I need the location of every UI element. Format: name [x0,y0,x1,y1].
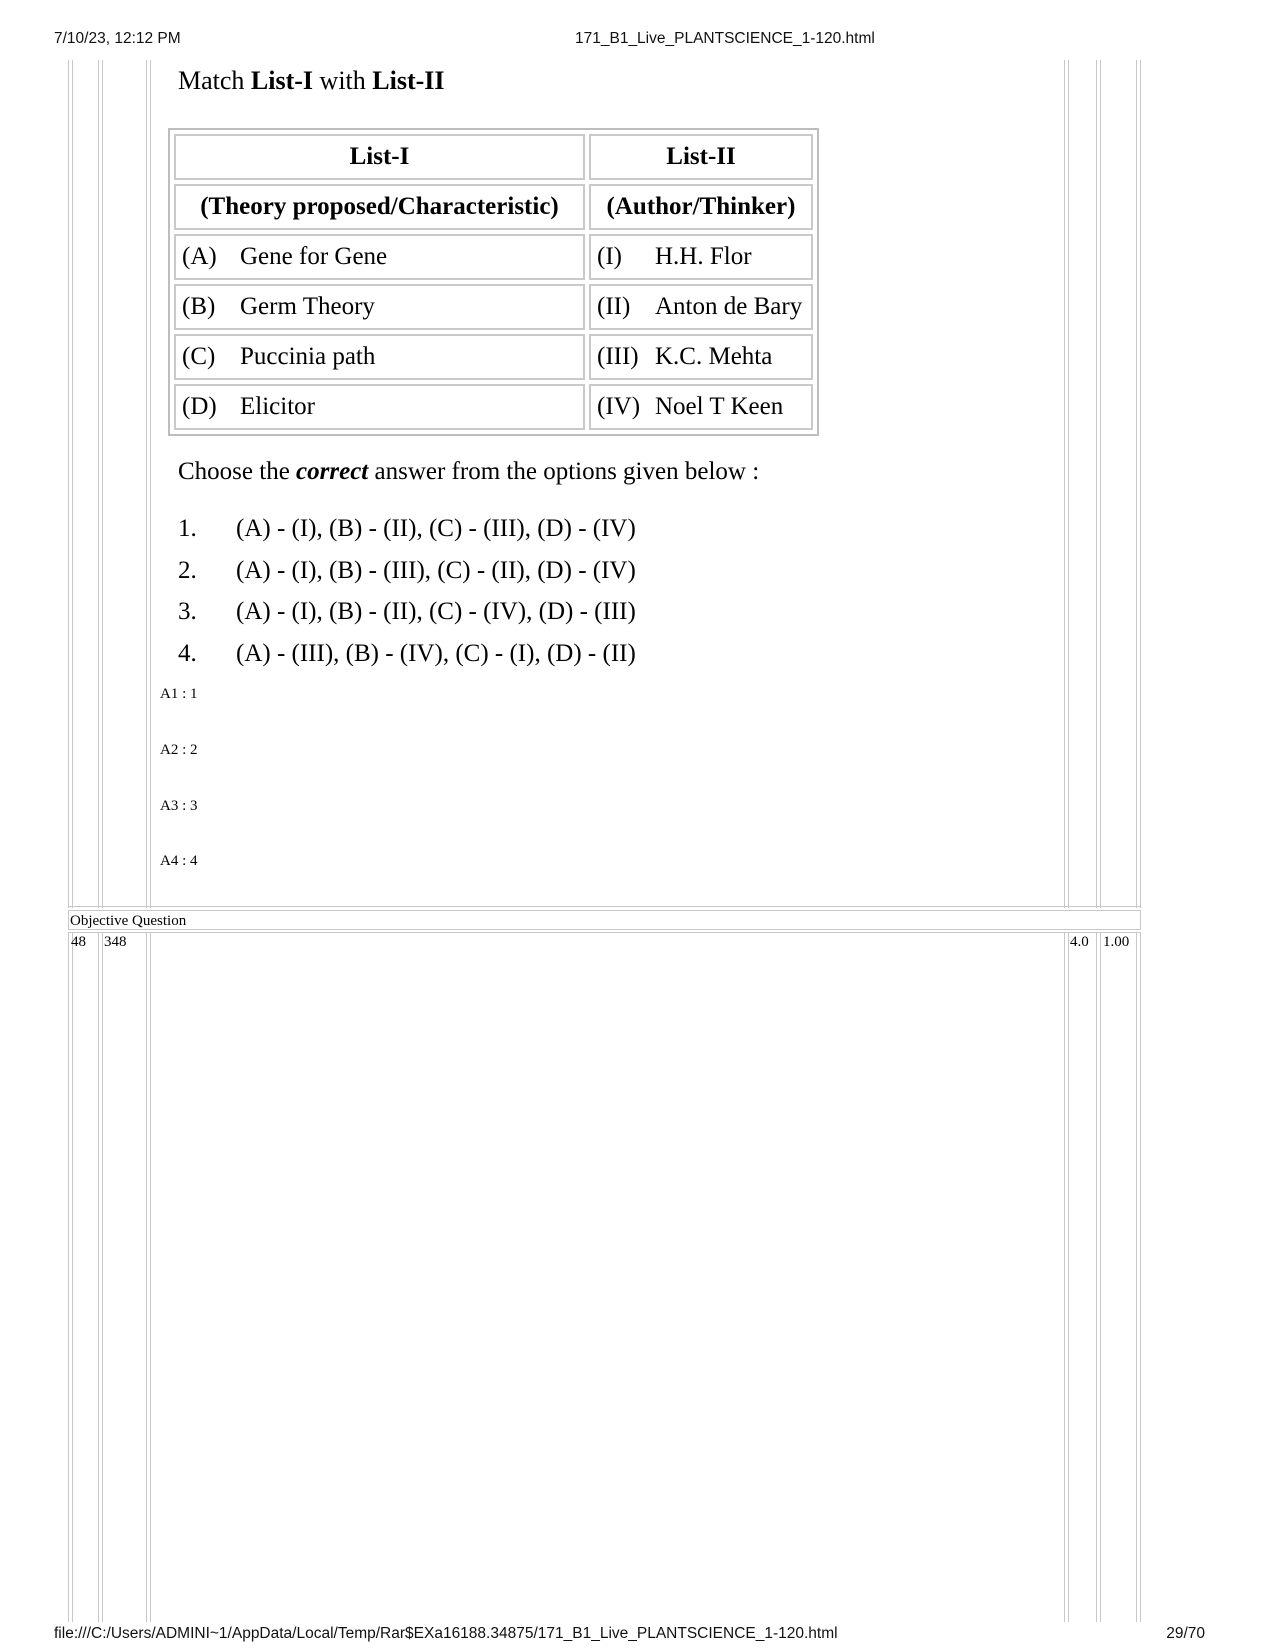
list1-subheader: (Theory proposed/Characteristic) [174,184,585,230]
table-row: (B) Germ Theory (II) Anton de Bary [174,284,813,330]
answer-key-3: A3 : 3 [160,798,198,814]
table-subheader-row [174,184,813,230]
option-item: 4. (A) - (III), (B) - (IV), (C) - (I), (D) - (II) [178,639,636,667]
option-item: 3. (A) - (I), (B) - (II), (C) - (IV), (D) - (III) [178,598,636,625]
option-item: 1. (A) - (I), (B) - (II), (C) - (III), (D) - (IV) [178,515,636,542]
table-row: (C) Puccinia path (III) K.C. Mehta [174,334,813,380]
answer-key-4: A4 : 4 [160,853,198,869]
print-filename: 171_B1_Live_PLANTSCIENCE_1-120.html [575,30,875,47]
print-file-path: file:///C:/Users/ADMINI~1/AppData/Local/Temp/Rar$EXa16188.34875/171_B1_Live_PLANTSCIENCE_1-120.html [54,1625,838,1642]
table-row: (D) Elicitor (IV) Noel T Keen [174,384,813,430]
question-serial-number: 48 [71,934,86,950]
list2-subheader: (Author/Thinker) [589,184,813,230]
option-item: 2. (A) - (I), (B) - (III), (C) - (II), (D) - (IV) [178,556,636,584]
print-datetime: 7/10/23, 12:12 PM [54,30,181,47]
negative-marks: 1.00 [1103,934,1130,950]
list2-header: List-II [589,134,813,180]
instruction-text: Choose the correct answer from the options given below : [178,458,760,485]
table-row: (A) Gene for Gene (I) H.H. Flor [174,234,813,280]
answer-key-2: A2 : 2 [160,742,198,758]
page-number: 29/70 [1166,1625,1205,1642]
question-title: Match List-I with List-II [178,66,445,95]
question-marks: 4.0 [1070,934,1089,950]
question-id: 348 [104,934,127,950]
question-type-label: Objective Question [70,913,187,929]
answer-key-1: A1 : 1 [160,686,198,702]
list1-header: List-I [174,134,585,180]
match-table [168,128,819,436]
table-header-row [174,134,813,180]
options-list [178,515,636,681]
